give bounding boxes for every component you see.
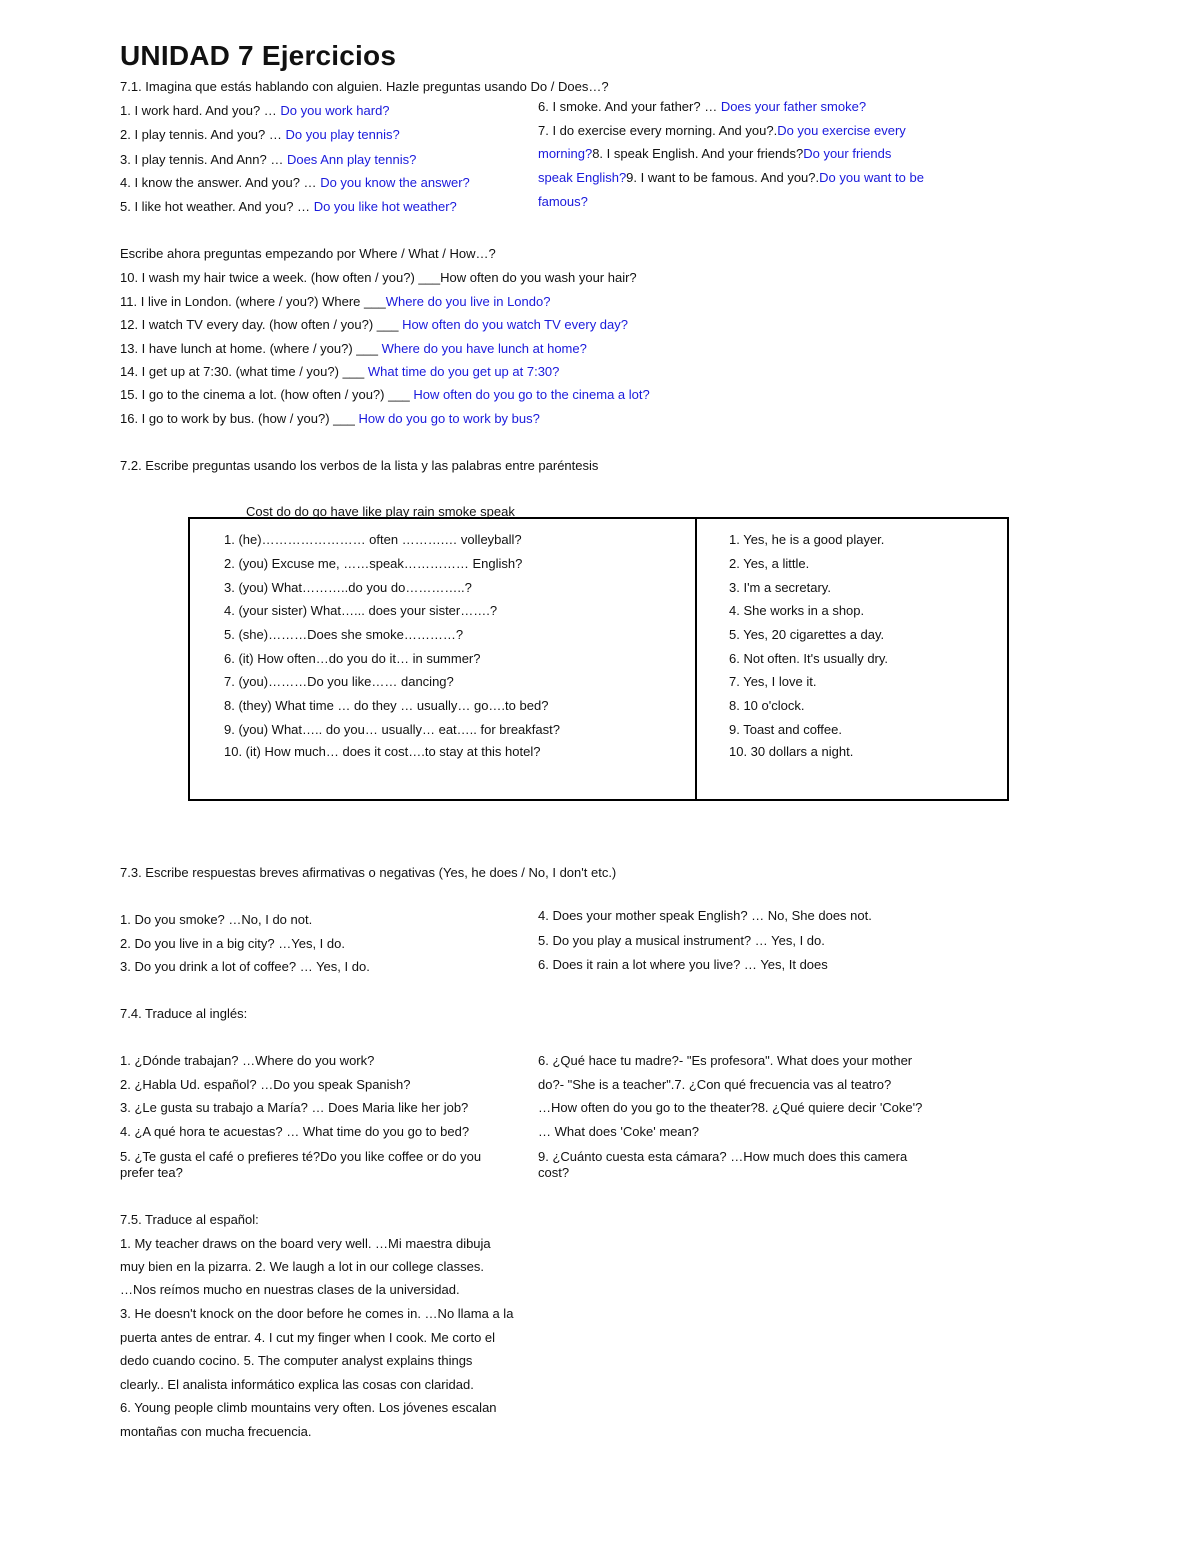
exercise-item: 1. ¿Dónde trabajan? …Where do you work? [120,1053,375,1068]
table-answer: 9. Toast and coffee. [729,722,842,737]
answer-text: Where do you live in Londo? [385,294,551,309]
exercise-item: speak English?9. I want to be famous. And you?.Do you want to be [538,170,924,185]
answer-text: Do you play tennis? [285,127,400,142]
section-7-3-heading: 7.3. Escribe respuestas breves afirmativas o negativas (Yes, he does / No, I don't etc.) [120,865,617,880]
exercise-item: 5. Do you play a musical instrument? … Yes, I do. [538,933,825,948]
exercise-line: 3. He doesn't knock on the door before he comes in. …No llama a la [120,1306,514,1321]
exercise-item: do?- "She is a teacher".7. ¿Con qué frecuencia vas al teatro? [538,1077,892,1092]
table-answer: 2. Yes, a little. [729,556,810,571]
section-7-5-heading: 7.5. Traduce al español: [120,1212,259,1227]
exercise-item: morning?8. I speak English. And your friends?Do your friends [538,146,892,161]
exercise-item: 2. I play tennis. And you? … Do you play tennis? [120,127,400,142]
answer-text: How often do you watch TV every day? [402,317,629,332]
answer-text: Do your friends [803,146,892,161]
table-answer: 5. Yes, 20 cigarettes a day. [729,627,885,642]
table-answer: 6. Not often. It's usually dry. [729,651,889,666]
exercise-item: cost? [538,1165,570,1180]
table-question: 2. (you) Excuse me, ……speak…………… English? [224,556,523,571]
exercise-item: prefer tea? [120,1165,183,1180]
table-answer: 1. Yes, he is a good player. [729,532,885,547]
answer-text: famous? [538,194,588,209]
exercise-item: 3. Do you drink a lot of coffee? … Yes, I do. [120,959,370,974]
table-answer: 8. 10 o'clock. [729,698,805,713]
exercise-item: 5. I like hot weather. And you? … Do you like hot weather? [120,199,457,214]
exercise-line: …Nos reímos mucho en nuestras clases de la universidad. [120,1282,460,1297]
answer-text: How do you go to work by bus? [358,411,540,426]
section-7-4-heading: 7.4. Traduce al inglés: [120,1006,248,1021]
answer-text: Where do you have lunch at home? [381,341,587,356]
exercise-item: 4. ¿A qué hora te acuestas? … What time do you go to bed? [120,1124,470,1139]
exercise-line: muy bien en la pizarra. 2. We laugh a lot in our college classes. [120,1259,484,1274]
table-answer: 3. I'm a secretary. [729,580,831,595]
verb-list: Cost do do go have like play rain smoke speak [246,504,515,519]
exercise-item: … What does 'Coke' mean? [538,1124,700,1139]
answer-text: speak English? [538,170,627,185]
exercise-item: 2. ¿Habla Ud. español? …Do you speak Spanish? [120,1077,411,1092]
exercise-item: 9. ¿Cuánto cuesta esta cámara? …How much does this camera [538,1149,908,1164]
answer-text: Do you exercise every [777,123,906,138]
answer-text: Do you want to be [819,170,924,185]
exercise-item: 6. ¿Qué hace tu madre?- "Es profesora". What does your mother [538,1053,913,1068]
table-question: 7. (you)………Do you like…… dancing? [224,674,454,689]
answer-text: morning? [538,146,593,161]
exercise-line: clearly.. El analista informático explica las cosas con claridad. [120,1377,474,1392]
table-question: 8. (they) What time … do they … usually… go….to bed? [224,698,549,713]
section-7-2-heading: 7.2. Escribe preguntas usando los verbos de la lista y las palabras entre paréntesis [120,458,599,473]
answer-text: Do you work hard? [280,103,390,118]
table-question: 5. (she)………Does she smoke…………? [224,627,464,642]
table-question: 1. (he)…………………… often ……….… volleyball? [224,532,522,547]
exercise-line: 6. Young people climb mountains very often. Los jóvenes escalan [120,1400,497,1415]
table-divider [695,519,697,799]
section-7-1-heading: 7.1. Imagina que estás hablando con alguien. Hazle preguntas usando Do / Does…? [120,79,609,94]
table-answer: 10. 30 dollars a night. [729,744,854,759]
exercise-line: puerta antes de entrar. 4. I cut my finger when I cook. Me corto el [120,1330,496,1345]
table-answer: 4. She works in a shop. [729,603,865,618]
exercise-item: 16. I go to work by bus. (how / you?) ___ How do you go to work by bus? [120,411,540,426]
exercise-item: 1. Do you smoke? …No, I do not. [120,912,313,927]
answer-text: Does your father smoke? [720,99,867,114]
table-question: 9. (you) What….. do you… usually… eat….. for breakfast? [224,722,560,737]
wh-questions-heading: Escribe ahora preguntas empezando por Where / What / How…? [120,246,496,261]
exercise-line: montañas con mucha frecuencia. [120,1424,312,1439]
exercise-item: 15. I go to the cinema a lot. (how often / you?) ___ How often do you go to the cinema a lot? [120,387,650,402]
exercise-item: …How often do you go to the theater?8. ¿Qué quiere decir 'Coke'? [538,1100,923,1115]
exercise-item: 2. Do you live in a big city? …Yes, I do. [120,936,345,951]
answer-text: How often do you go to the cinema a lot? [413,387,650,402]
exercise-item: 4. Does your mother speak English? … No, She does not. [538,908,872,923]
answer-text: What time do you get up at 7:30? [367,364,560,379]
table-question: 4. (your sister) What…... does your sister…….? [224,603,498,618]
exercise-item: 12. I watch TV every day. (how often / you?) ___ How often do you watch TV every day? [120,317,629,332]
exercise-item: 1. I work hard. And you? … Do you work hard? [120,103,390,118]
exercise-item: 3. I play tennis. And Ann? … Does Ann play tennis? [120,152,417,167]
exercise-item: 3. ¿Le gusta su trabajo a María? … Does Maria like her job? [120,1100,469,1115]
exercise-line: 1. My teacher draws on the board very well. …Mi maestra dibuja [120,1236,491,1251]
exercise-item: 5. ¿Te gusta el café o prefieres té?Do you like coffee or do you [120,1149,482,1164]
answer-text: Do you like hot weather? [313,199,457,214]
answer-text: Does Ann play tennis? [286,152,417,167]
page-title: UNIDAD 7 Ejercicios [120,40,397,71]
exercise-item [538,194,588,210]
exercise-item: 11. I live in London. (where / you?) Where ___Where do you live in Londo? [120,294,551,309]
exercise-item: 6. I smoke. And your father? … Does your father smoke? [538,99,867,114]
table-question: 3. (you) What………..do you do…………..? [224,580,472,595]
table-question: 6. (it) How often…do you do it… in summer? [224,651,481,666]
exercise-item: 14. I get up at 7:30. (what time / you?) ___ What time do you get up at 7:30? [120,364,560,379]
answer-text: Do you know the answer? [320,175,470,190]
exercise-item: 7. I do exercise every morning. And you?.Do you exercise every [538,123,906,138]
exercise-item: 6. Does it rain a lot where you live? … Yes, It does [538,957,828,972]
exercise-line: dedo cuando cocino. 5. The computer analyst explains things [120,1353,473,1368]
table-question: 10. (it) How much… does it cost….to stay at this hotel? [224,744,541,759]
table-answer: 7. Yes, I love it. [729,674,817,689]
exercise-item: 4. I know the answer. And you? … Do you know the answer? [120,175,470,190]
exercise-item: 13. I have lunch at home. (where / you?) ___ Where do you have lunch at home? [120,341,587,356]
exercise-item: 10. I wash my hair twice a week. (how often / you?) ___How often do you wash your hair? [120,270,637,285]
